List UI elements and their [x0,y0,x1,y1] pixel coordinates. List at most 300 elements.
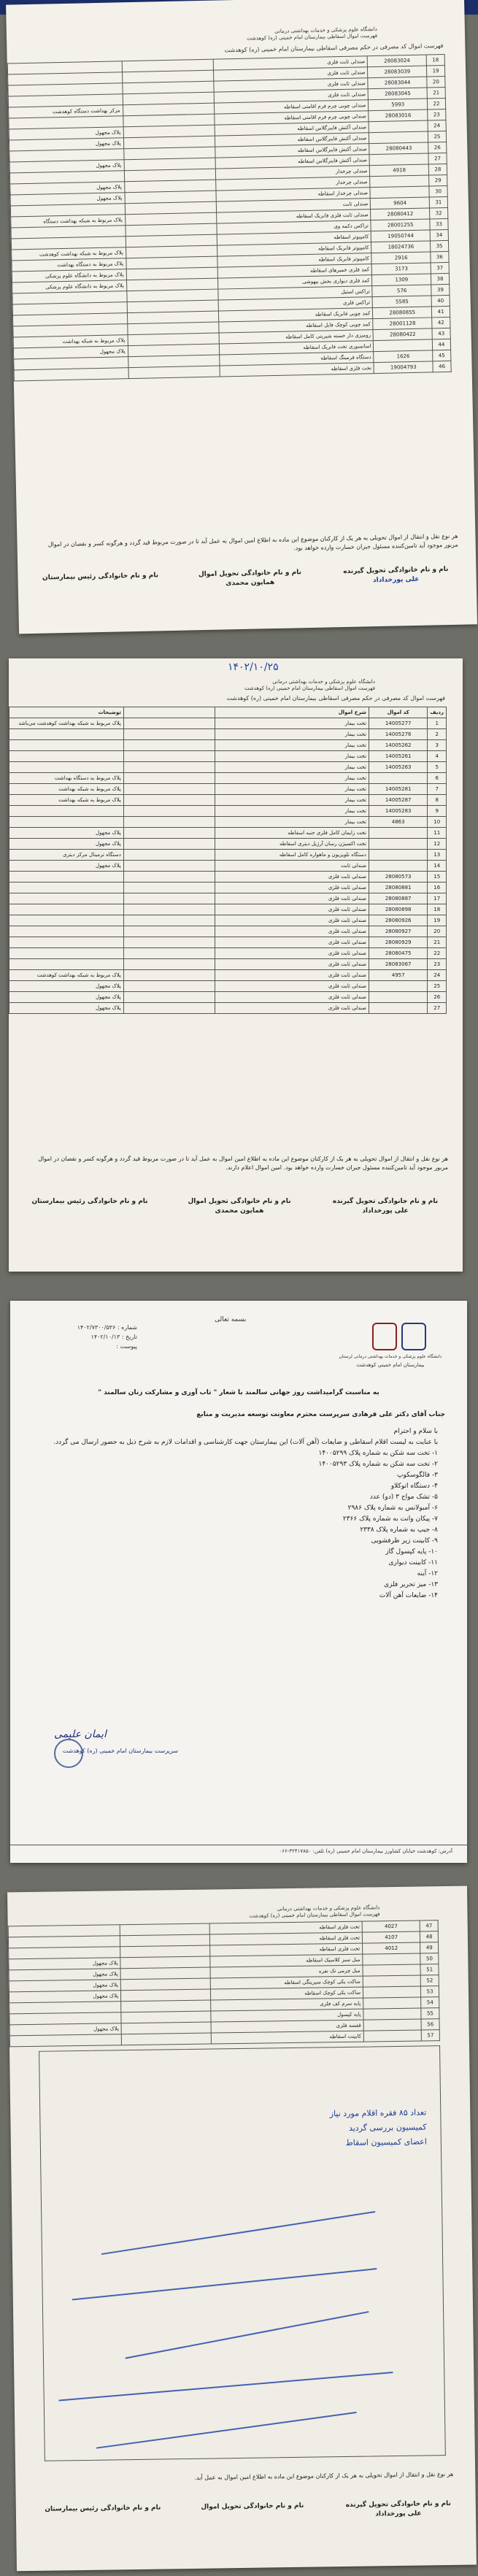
table-cell: صندلی ثابت فلزی [215,893,369,904]
table-cell: 34 [430,229,448,241]
table-cell: 28080475 [369,948,427,959]
doc-header-p4-line1: دانشگاه علوم پزشکی و خدمات بهداشتی درمانی [277,1904,380,1912]
table-cell: 27 [428,1003,447,1014]
table-row [9,926,447,937]
table-cell: تخت بیمار [215,751,369,762]
table-cell [9,904,124,915]
table-cell [123,751,215,762]
table-row [9,740,447,751]
table-cell: 40 [431,295,450,307]
table-cell: 1626 [374,350,433,363]
table-cell: 5585 [373,296,432,308]
table-cell [374,339,433,352]
table-cell: 38 [431,273,449,285]
letter-body-line: ۱۳- میز تحریر فلزی [383,1581,438,1588]
table-cell: 1309 [372,274,431,286]
table-row [9,817,447,828]
table-cell: 16 [428,883,447,893]
table-cell: پلاک مربوط به دانشگاه علوم پزشکی [12,280,127,293]
table-cell: 6 [428,773,447,784]
letter-body-line: ۴- دستگاه اتوکلاو [390,1483,438,1490]
page1-notice-paragraph: هر نوع نقل و انتقال از اموال تحویلی به هر یک از کارکنان موضوع این ماده به اطلاع امین اموال به عمل آید تا در صورت مربوط قید گردد و هرگونه کسر و نقصان در اموال مربور موجود آید تامین‌کننده مسئول جبران خسارت وارده خواهد بود. [47,532,458,552]
table-cell [363,1997,421,2009]
table-cell: پلاک مجهول [9,1003,124,1014]
table-cell: پلاک مجهول [9,839,124,850]
table-cell: تخت فلزی اسقاطه [209,1921,362,1934]
table-cell: 18024736 [371,241,431,253]
table-cell [121,2011,211,2023]
table-cell: 5 [428,762,447,773]
table-cell: صندلی ثابت فلزی فابریک اسقاطه [217,209,371,223]
table-cell: صندلی ثابت فلزی [215,915,369,926]
table-cell: 25 [428,131,446,142]
p2-signer-receiver [320,1197,451,1216]
letter-body-line: ۱- تخت سه شکن به شماره پلاک ۱۴۰۰۵۲۹۹ [318,1450,438,1457]
table-cell: صندلی ثابت فلزی [215,883,369,893]
table-cell: پلاک مربوط به شبکه بهداشت دستگاه [11,215,126,228]
table-cell [123,992,215,1003]
table-cell [123,817,215,828]
table-header-cell: ردیف [428,707,447,718]
table-cell: دستگاه فرمینگ اسقاطه [220,352,374,366]
table-row [9,970,447,981]
table-cell: پلاک مربوط به دستگاه بهداشت [9,773,124,784]
table-cell: 14005263 [369,762,427,773]
table-cell: تخت بیمار [215,773,369,784]
table-cell: مبل سبز کلاسیک اسقاطه [210,1954,363,1967]
p4-signer-head [34,2503,172,2515]
table-cell: 44 [432,339,450,350]
table-cell: 39 [431,284,450,296]
asset-table-page-1 [7,54,452,381]
official-stamp-icon [54,1739,83,1768]
page2-notice-paragraph: هر نوع نقل و انتقال از اموال تحویلی به هر یک از کارکنان موضوع این ماده به اطلاع امین اموال به عمل آید تا در صورت مربوط قید گردد و هرگونه کسر و نقصان در اموال مربور موجود آید تامین‌کننده مسئول جبران خسارت وارده خواهد بود. امین اموال اعلام دارند. [38,1156,448,1171]
table-cell: 22 [428,948,447,959]
table-cell: 43 [432,328,450,339]
table-cell [123,915,215,926]
letter-body-line: ۹- کابینت زیر ظرفشویی [371,1537,438,1545]
table-cell: صندلی ثابت فلزی [215,1003,369,1014]
table-cell [128,366,220,379]
table-cell: تخت بیمار [215,729,369,740]
table-cell: 7 [428,784,447,795]
signer-receiver [330,565,462,587]
table-cell [9,762,124,773]
table-cell: 49 [420,1942,439,1953]
table-cell [120,1956,210,1969]
letter-footer: آدرس: کوهدشت خیابان کشاورز بیمارستان امام خمینی (ره) تلفن: ۳۲۴۱۷۸۵۰-۰۶۶ [279,1848,452,1854]
doc-header-p2-line3: فهرست اموال کد مصرفی در حکم مصرفی اسقاطی بیمارستان امام خمینی (ره) کوهدشت [226,695,445,701]
table-cell [9,959,124,970]
letter-hospital: بیمارستان امام خمینی کوهدشت [356,1362,425,1368]
asset-table-page-2 [9,707,447,1014]
table-cell: پلاک مجهول [13,346,128,359]
table-cell: تخت بیمار [215,762,369,773]
table-cell: 28083016 [369,109,428,122]
table-row [9,784,447,795]
table-cell: تخت بیمار [215,718,369,729]
letter-date: ۱۴۰۲/۱۰/۱۳ [90,1334,120,1340]
handwritten-note-1: تعداد ۸۵ فقره اقلام مورد نیاز [329,2107,427,2119]
table-cell: 26 [428,992,447,1003]
table-cell: 28083045 [369,88,428,100]
table-cell: پلاک مجهول [9,1980,120,1992]
table-cell [120,1923,209,1936]
table-cell [9,729,124,740]
table-cell: کمد فلزی خمیرهای اسقاطه [218,264,372,278]
table-cell: پلاک مربوط به دانشگاه علوم پزشکی [12,269,126,282]
p4-signer-receiver-name: علی پورخداداد [375,2510,422,2518]
table-cell [363,2019,421,2031]
table-cell [363,1986,420,1998]
table-cell [14,368,128,381]
table-cell: 29 [429,174,447,186]
table-cell: مرکز بهداشت دستگاه کوهدشت [9,105,123,118]
table-row [9,992,447,1003]
document-page-1 [6,0,477,634]
doc-header-p2-line1: دانشگاه علوم پزشکی و خدمات بهداشتی درمانی [272,679,375,685]
page4-notice-paragraph: هر نوع نقل و انتقال از اموال تحویلی به هر یک از کارکنان موضوع این ماده به اطلاع امین اموال به عمل آید. [194,2470,454,2481]
table-cell: کمد چوبی کوچک فایل اسقاطه [219,319,373,333]
table-cell: قفسه فلزی [211,2020,363,2033]
table-cell: 4863 [369,817,427,828]
table-cell: 4012 [363,1942,420,1954]
table-cell [369,120,428,133]
doc-header-line2: فهرست اموال اسقاطی بیمارستان امام خمینی (ره) کوهدشت [247,32,378,42]
handwritten-date: ۱۴۰۲/۱۰/۲۵ [228,661,279,673]
table-cell: 15 [428,872,447,883]
table-cell: پلاک مجهول [9,138,123,151]
table-cell [370,186,429,199]
table-cell: تخت بیمار [215,784,369,795]
table-cell: صندلی ثابت فلزی [215,970,369,981]
signer-head-title: نام و نام خانوادگی رئیس بیمارستان [42,572,159,582]
table-cell: کامپیوتر فابریک اسقاطه [217,242,371,256]
table-cell: 14005261 [369,751,427,762]
table-cell [121,2000,211,2012]
table-cell: تراکس دکمه وی [217,220,371,234]
table-cell: 42 [432,317,450,328]
table-cell: 28 [428,164,447,175]
table-cell: پلاک مجهول [9,160,124,173]
table-cell [123,795,215,806]
table-cell: کامپیوتر فابریک اسقاطه [217,253,371,267]
table-cell: صندلی ثابت [215,861,369,872]
p2-signer-head-title: نام و نام خانوادگی رئیس بیمارستان [31,1198,148,1205]
letter-body-line: ۵- تشک مواج ۳ (دو) عدد [369,1493,438,1501]
table-cell: پایه کپسول [211,2009,363,2022]
table-cell [123,970,215,981]
table-cell: صندلی ثابت فلزی [215,981,369,992]
letter-body-line: ۳- فالگوسکوپ [397,1472,438,1479]
p2-signer-receiver-name: علی پورخداداد [362,1207,409,1215]
table-cell [123,1003,215,1014]
signer-deliverer [184,568,316,590]
table-header-row [9,707,447,718]
table-cell: 28083067 [369,959,427,970]
table-cell: تراکس استیل [218,286,372,300]
table-cell [369,850,427,861]
p2-signer-receiver-title: نام و نام خانوادگی تحویل گیرنده [332,1198,439,1205]
table-cell: پلاک مجهول [9,1991,120,2003]
p4-signer-deliverer-title: نام و نام خانوادگی تحویل اموال [201,2502,304,2511]
letter-body-line: با سلام و احترام [393,1428,438,1435]
table-cell [369,131,428,144]
table-cell [9,740,124,751]
table-cell: صندلی آکنش فایبرگلاس اسقاطه [215,155,369,169]
table-row [9,915,447,926]
table-cell: صندلی آکنش فایبرگلاس اسقاطه [215,144,369,158]
table-cell: 23 [428,109,446,120]
table-cell: 17 [428,893,447,904]
table-cell: کامپیوتر اسقاطه [217,231,371,245]
table-cell: 19004793 [374,361,433,374]
table-cell: 13 [428,850,447,861]
table-cell [123,784,215,795]
table-cell: پلاک مربوط به شبکه بهداشت [9,795,124,806]
table-cell: 24 [428,970,447,981]
table-cell: 8 [428,795,447,806]
table-cell [123,872,215,883]
table-cell: 4957 [369,970,427,981]
letter-university: دانشگاه علوم پزشکی و خدمات بهداشتی درمانی لرستان [339,1354,442,1359]
table-cell: 28080898 [369,904,427,915]
table-cell: کابینت اسقاطه [212,2031,364,2044]
table-cell: صندلی ثابت فلزی [214,78,368,92]
table-cell: 4027 [362,1921,420,1932]
table-cell [123,839,215,850]
table-cell: تخت بیمار [215,817,369,828]
table-cell [9,872,124,883]
asset-table-page-4 [8,1920,440,2047]
doc-header-p2-line2: فهرست اموال اسقاطی بیمارستان امام خمینی (ره) کوهدشت [244,685,375,691]
table-row [9,729,447,740]
table-cell: صندلی ثابت فلزی [215,948,369,959]
table-cell: 20 [428,926,447,937]
table-cell: 28080926 [369,915,427,926]
table-cell: 46 [433,361,451,372]
letter-slogan: به مناسبت گرامیداشت روز جهانی سالمند با شعار " تاب آوری و مشارکت زنان سالمند " [98,1389,379,1396]
document-page-3-letter [10,1301,467,1863]
table-cell: 14005283 [369,806,427,817]
table-cell: تخت زایمان کامل فلزی جنبه اسقاطه [215,828,369,839]
table-cell: پلاک مربوط به شبکه بهداشت کوهدشت [12,247,126,261]
letter-body-line: ۱۲- آینه [417,1570,438,1577]
table-cell: دستگاه ترمینال مرکز دیتری [9,850,124,861]
table-cell: تخت فلزی اسقاطه [210,1932,363,1945]
table-cell: 20 [427,76,445,88]
letter-number-label: شماره : [117,1324,137,1331]
table-cell [123,729,215,740]
table-row [9,795,447,806]
table-cell [123,981,215,992]
table-cell [123,740,215,751]
table-cell: 52 [420,1975,439,1986]
table-cell [123,959,215,970]
table-cell: 47 [420,1921,438,1931]
table-cell: 30 [429,185,447,197]
table-cell: صندلی چرخدار [216,166,370,180]
table-cell [369,981,427,992]
letter-attach-label: پیوست : [116,1343,137,1350]
table-cell: دستگاه تلویزیون و ماهواره کامل اسقاطه [215,850,369,861]
table-cell [363,2030,421,2042]
table-cell: 36 [431,251,449,263]
table-cell: 14005287 [369,795,427,806]
table-cell: 14005276 [369,729,427,740]
table-row [9,1003,447,1014]
letter-number: ۱۴۰۲/۷۳۰۰/۵۳۶ [77,1324,116,1331]
letter-body-line: ۱۱- کابینت دیواری [388,1559,438,1566]
doc-header-line1: دانشگاه علوم پزشکی و خدمات بهداشتی درمانی [274,26,377,34]
table-cell [369,773,427,784]
table-row [9,937,447,948]
table-cell [123,773,215,784]
table-row [9,948,447,959]
table-cell: 18 [428,904,447,915]
table-cell: پلاک مربوط به شبکه بهداشت کوهدشت می‌باشد [9,718,124,729]
p4-signer-head-title: نام و نام خانوادگی رئیس بیمارستان [45,2504,161,2513]
table-cell: 54 [421,1997,439,2008]
table-cell: 28080881 [369,883,427,893]
table-cell: 51 [420,1964,439,1975]
table-cell: 1 [428,718,447,729]
table-header-cell: شرح اموال [215,707,369,718]
table-cell [123,926,215,937]
table-cell: صندلی ثابت فلزی [215,937,369,948]
table-cell [369,828,427,839]
table-cell: 32 [430,207,448,219]
table-cell: کمد فلزی دیواری بخش بیهوشی [218,275,372,289]
table-row [9,839,447,850]
table-cell: 19 [426,65,444,77]
table-cell: 37 [431,262,449,274]
letter-body-line: ۷- پیکان وانت به شماره پلاک ۲۳۶۶ [342,1515,438,1523]
table-cell: پلاک مجهول [9,1958,120,1970]
table-cell: 24 [428,120,446,131]
table-cell: 4918 [370,164,429,177]
table-header-cell [123,707,215,718]
table-cell: 576 [372,285,431,297]
table-cell: صندلی ثابت فلزی [214,67,368,81]
table-cell [363,1953,420,1965]
p4-signer-receiver-title: نام و نام خانوادگی تحویل گیرنده [345,2499,451,2510]
table-cell: 22 [427,98,445,109]
table-cell: صندلی ثابت فلزی [215,926,369,937]
table-cell [123,850,215,861]
table-cell [123,893,215,904]
table-row [9,981,447,992]
table-row [9,883,447,893]
table-cell [123,904,215,915]
doc-header-line3: فهرست اموال کد مصرفی در حکم مصرفی اسقاطی بیمارستان امام خمینی (ره) کوهدشت [224,42,444,54]
table-cell: 9604 [371,197,430,209]
handwritten-note-3: اعضای کمیسیون اسقاط [345,2137,427,2148]
table-cell [363,1975,420,1987]
table-cell: صندلی آکنش فایبرگلاس اسقاطه [215,122,369,136]
table-row [9,850,447,861]
table-cell: 28080887 [369,893,427,904]
table-cell [123,762,215,773]
table-cell: 14005262 [369,740,427,751]
table-row [9,806,447,817]
table-cell: 28080855 [373,307,432,319]
table-cell [9,2034,121,2047]
table-row [9,773,447,784]
table-cell: 19 [428,915,447,926]
table-cell [123,718,215,729]
table-cell: 21 [427,87,445,99]
document-page-4 [7,1886,477,2572]
table-cell: صندلی ثابت فلزی [215,904,369,915]
p2-signer-deliverer [174,1197,305,1216]
table-row [9,751,447,762]
table-cell: 26 [428,142,447,153]
table-cell [121,1989,211,2002]
table-cell: 28080573 [369,872,427,883]
letter-signature-title: سرپرست بیمارستان امام خمینی (ره) کوهدشت [62,1748,178,1754]
table-cell: 11 [428,828,447,839]
table-cell [122,2033,212,2045]
table-row [9,861,447,872]
university-logo-icon [401,1323,426,1350]
table-cell: 21 [428,937,447,948]
table-cell: کمد چوبی فابریک اسقاطه [219,308,373,322]
table-cell [123,937,215,948]
table-cell: 10 [428,817,447,828]
letter-body-line: ۲- تخت سه شکن به شماره پلاک ۱۴۰۰۵۲۹۳ [318,1461,438,1468]
table-cell [120,1934,210,1947]
table-cell: 53 [421,1986,439,1997]
table-cell: ساکت یکی کوچک اسقاطه [211,1987,363,2000]
table-cell: صندلی ثابت فلزی [215,959,369,970]
doc-header [158,26,377,44]
table-cell: پلاک مجهول [10,182,125,195]
table-cell: 28001255 [371,219,430,231]
table-cell: 9 [428,806,447,817]
letter-meta [28,1323,137,1351]
table-cell: 41 [431,306,450,318]
table-cell [9,893,124,904]
table-row [9,718,447,729]
table-cell: 28083024 [368,55,427,67]
table-cell: ساکت یکی کوچک سیرینگی اسقاطه [211,1976,363,1989]
table-cell [120,1945,210,1958]
table-cell [369,839,427,850]
table-cell: 14 [428,861,447,872]
table-cell [363,2008,421,2020]
ministry-logo-icon [372,1323,397,1350]
table-cell: 31 [429,196,447,208]
table-cell [120,1967,210,1980]
table-cell: تخت بیمار [215,806,369,817]
table-cell: پلاک مربوط به شبکه بهداشت کوهدشت [9,970,124,981]
table-cell [123,828,215,839]
table-cell: 2916 [371,252,431,264]
letter-basmala: بسمه تعالی [215,1316,247,1323]
table-cell: تراکس فلزی [218,297,372,311]
table-cell: 28080443 [369,142,428,155]
table-cell: 33 [430,218,448,230]
p2-signer-deliverer-title: نام و نام خانوادگی تحویل اموال [188,1198,291,1205]
table-cell: پلاک مجهول [9,992,124,1003]
table-cell: پلاک مجهول [9,981,124,992]
table-cell: 56 [421,2019,439,2030]
signer-deliverer-title: نام و نام خانوادگی تحویل اموال [198,569,302,579]
table-cell [369,992,427,1003]
letter-body-line: ۶- آمبولانس به شماره پلاک ۲۹۸۶ [347,1504,438,1512]
table-cell: تخت بیمار [215,795,369,806]
